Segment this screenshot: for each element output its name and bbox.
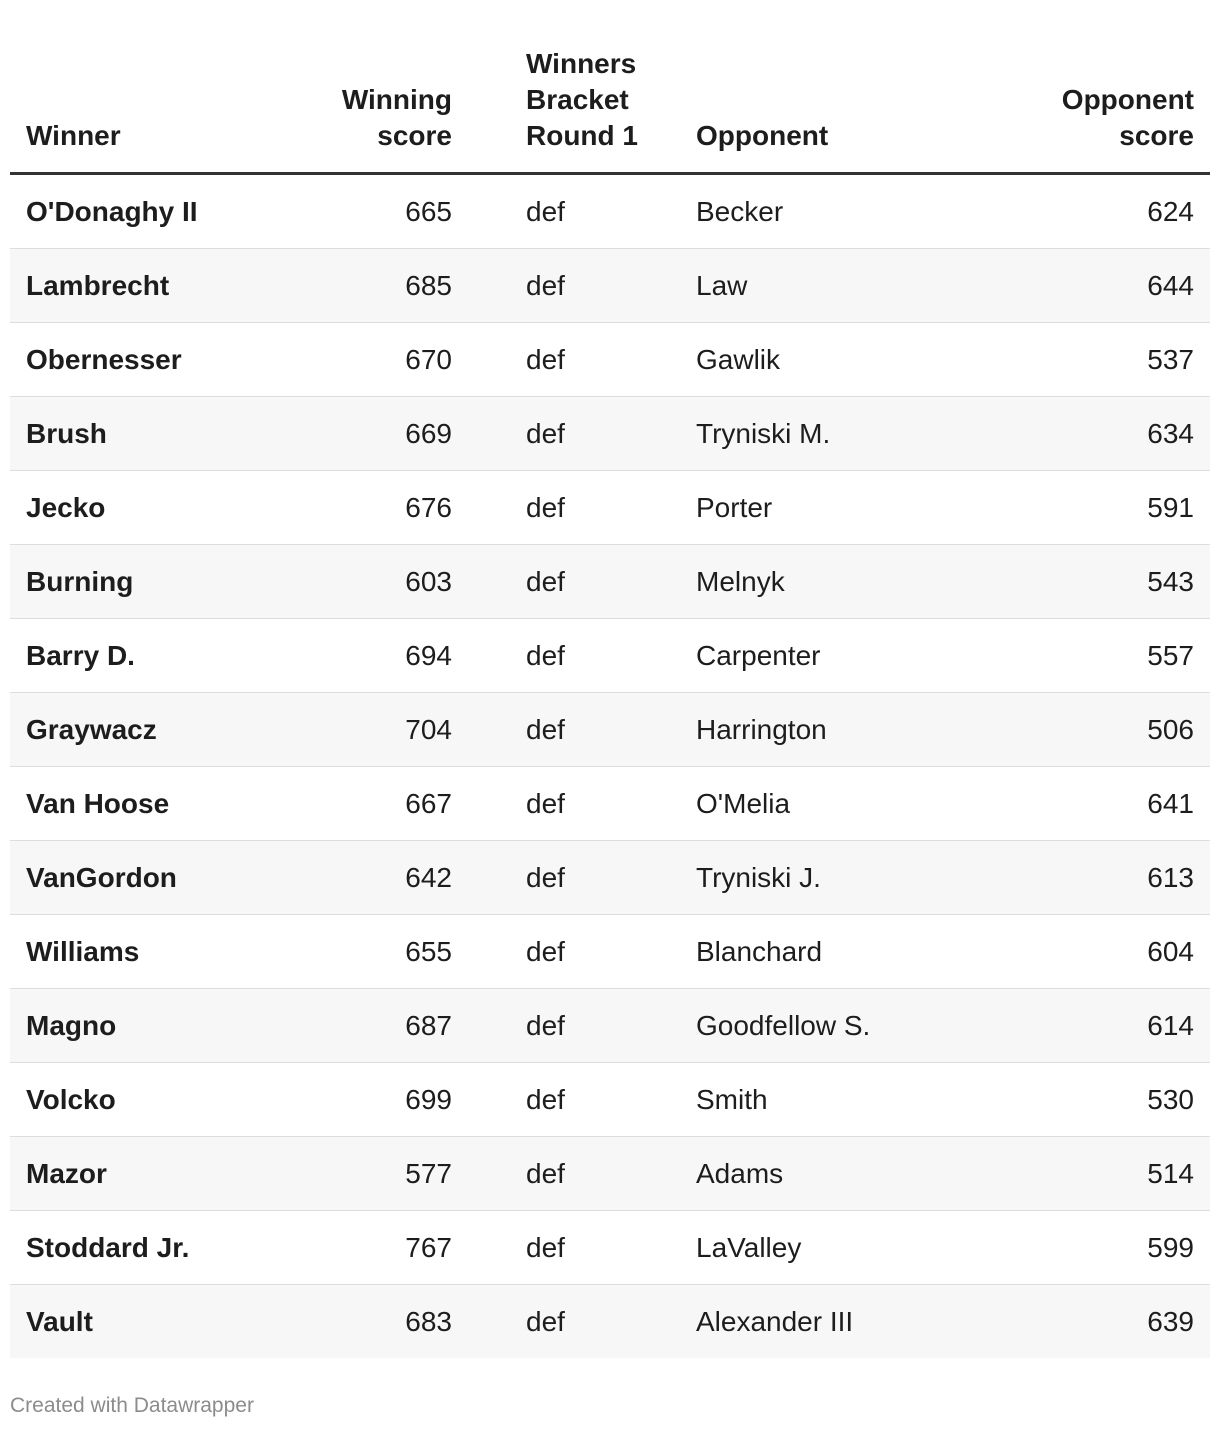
winner-cell: Williams [10,915,312,989]
column-header-line: Round 1 [526,120,638,151]
table-row [10,249,1210,323]
column-header-opponent-score [995,46,1210,174]
winning-score-cell: 685 [312,249,468,323]
column-header-line: Bracket [526,84,629,115]
result-cell: def [468,471,680,545]
opponent-score-cell: 514 [995,1137,1210,1211]
result-cell: def [468,1137,680,1211]
result-cell: def [468,693,680,767]
result-cell: def [468,841,680,915]
winner-cell: Van Hoose [10,767,312,841]
result-cell: def [468,915,680,989]
result-cell: def [468,1285,680,1359]
column-header-line: score [1119,120,1194,151]
column-header-line: score [377,120,452,151]
winning-score-cell: 655 [312,915,468,989]
table-row [10,1285,1210,1359]
winner-cell: Magno [10,989,312,1063]
column-header-winner [10,46,312,174]
winner-cell: O'Donaghy II [10,174,312,249]
winning-score-cell: 642 [312,841,468,915]
opponent-cell: Goodfellow S. [680,989,995,1063]
opponent-cell: Tryniski J. [680,841,995,915]
winning-score-cell: 676 [312,471,468,545]
table-row [10,174,1210,249]
result-cell: def [468,619,680,693]
table-row [10,767,1210,841]
datawrapper-credit: Created with Datawrapper [10,1394,254,1417]
opponent-score-cell: 543 [995,545,1210,619]
opponent-score-cell: 634 [995,397,1210,471]
opponent-cell: Porter [680,471,995,545]
result-cell: def [468,323,680,397]
opponent-cell: Harrington [680,693,995,767]
winning-score-cell: 669 [312,397,468,471]
result-cell: def [468,989,680,1063]
winning-score-cell: 667 [312,767,468,841]
result-cell: def [468,249,680,323]
opponent-score-cell: 506 [995,693,1210,767]
winner-cell: Mazor [10,1137,312,1211]
winner-cell: Volcko [10,1063,312,1137]
opponent-cell: Blanchard [680,915,995,989]
opponent-score-cell: 599 [995,1211,1210,1285]
opponent-cell: Carpenter [680,619,995,693]
opponent-score-cell: 641 [995,767,1210,841]
opponent-score-cell: 639 [995,1285,1210,1359]
winning-score-cell: 687 [312,989,468,1063]
opponent-score-cell: 624 [995,174,1210,249]
table-header [10,46,1210,174]
table-row [10,397,1210,471]
winner-cell: Stoddard Jr. [10,1211,312,1285]
column-header-line: Winners [526,48,637,79]
winner-cell: Burning [10,545,312,619]
table-row [10,915,1210,989]
winning-score-cell: 577 [312,1137,468,1211]
table-body [10,174,1210,1359]
table-row [10,545,1210,619]
header-row [10,46,1210,174]
winner-cell: Obernesser [10,323,312,397]
table-row [10,989,1210,1063]
results-table-container [10,46,1210,1358]
table-row [10,323,1210,397]
winner-cell: Lambrecht [10,249,312,323]
table-row [10,471,1210,545]
winning-score-cell: 665 [312,174,468,249]
table-row [10,693,1210,767]
winner-cell: Brush [10,397,312,471]
winning-score-cell: 694 [312,619,468,693]
opponent-cell: Gawlik [680,323,995,397]
result-cell: def [468,174,680,249]
opponent-cell: Becker [680,174,995,249]
table-row [10,1211,1210,1285]
opponent-score-cell: 613 [995,841,1210,915]
opponent-cell: Smith [680,1063,995,1137]
column-header-line: Opponent [696,120,829,151]
winning-score-cell: 767 [312,1211,468,1285]
result-cell: def [468,545,680,619]
opponent-cell: Adams [680,1137,995,1211]
result-cell: def [468,1063,680,1137]
winner-cell: Vault [10,1285,312,1359]
column-header-line: Winner [26,120,121,151]
column-header-winning-score [312,46,468,174]
opponent-cell: O'Melia [680,767,995,841]
opponent-score-cell: 537 [995,323,1210,397]
opponent-cell: LaValley [680,1211,995,1285]
winning-score-cell: 603 [312,545,468,619]
opponent-score-cell: 604 [995,915,1210,989]
result-cell: def [468,397,680,471]
winning-score-cell: 704 [312,693,468,767]
result-cell: def [468,1211,680,1285]
winning-score-cell: 699 [312,1063,468,1137]
opponent-cell: Law [680,249,995,323]
column-header-round [468,46,680,174]
opponent-score-cell: 644 [995,249,1210,323]
winner-cell: VanGordon [10,841,312,915]
opponent-score-cell: 591 [995,471,1210,545]
opponent-score-cell: 530 [995,1063,1210,1137]
column-header-line: Opponent [1061,84,1194,115]
table-row [10,1137,1210,1211]
winning-score-cell: 670 [312,323,468,397]
table-row [10,619,1210,693]
winner-cell: Jecko [10,471,312,545]
opponent-score-cell: 614 [995,989,1210,1063]
opponent-score-cell: 557 [995,619,1210,693]
column-header-line: Winning [341,84,452,115]
opponent-cell: Melnyk [680,545,995,619]
table-row [10,841,1210,915]
opponent-cell: Tryniski M. [680,397,995,471]
results-table [10,46,1210,1358]
opponent-cell: Alexander III [680,1285,995,1359]
winner-cell: Barry D. [10,619,312,693]
winner-cell: Graywacz [10,693,312,767]
column-header-opponent [680,46,995,174]
winning-score-cell: 683 [312,1285,468,1359]
table-row [10,1063,1210,1137]
result-cell: def [468,767,680,841]
